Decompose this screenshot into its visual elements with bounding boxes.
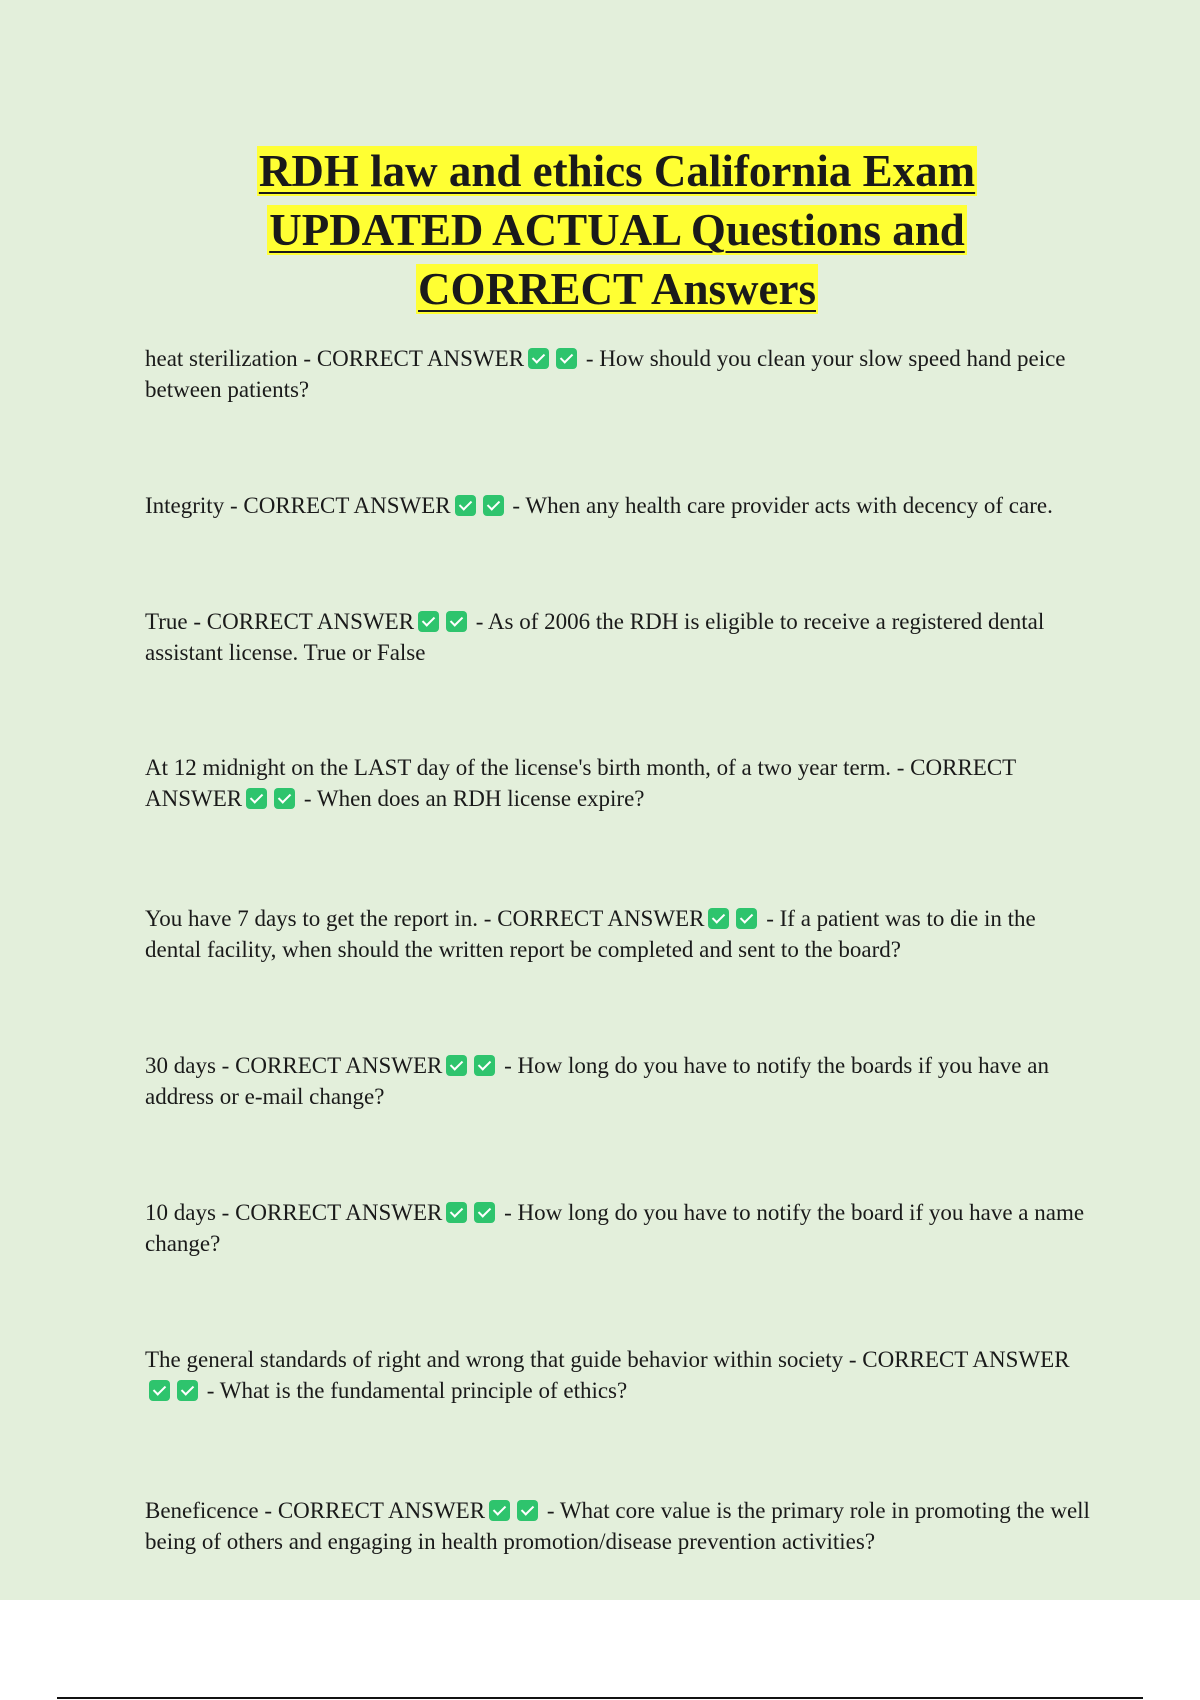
separator: - [215, 1200, 236, 1225]
question-text: When does an RDH license expire? [316, 786, 645, 811]
qa-item [145, 752, 1095, 814]
question-text: If a patient was to die in the dental facility, when should the written report be completed and sent to the board? [145, 906, 1036, 962]
green-checkbox-icon [489, 1500, 510, 1521]
question-text: When any health care provider acts with decency of care. [525, 493, 1053, 518]
question-text: How long do you have to notify the boards if you have an address or e-mail change? [145, 1053, 1049, 1109]
qa-item [145, 1495, 1095, 1557]
title-line-1: RDH law and ethics California Exam [258, 146, 976, 196]
title-line-2: UPDATED ACTUAL Questions and [269, 205, 965, 255]
green-checkbox-icon [418, 611, 439, 632]
green-checkbox-icon [446, 611, 467, 632]
green-checkbox-icon [517, 1500, 538, 1521]
question-text: How should you clean your slow speed hand peice between patients? [145, 346, 1066, 402]
green-checkbox-icon [149, 1380, 170, 1401]
answer-text: Integrity [145, 493, 225, 518]
correct-answer-label: CORRECT ANSWER [862, 1347, 1070, 1372]
qa-item [145, 1344, 1095, 1406]
separator: - [580, 346, 600, 371]
green-checkbox-icon [246, 788, 267, 809]
green-checkbox-icon [446, 1202, 467, 1223]
answer-text: 30 days [145, 1053, 216, 1078]
qa-item [145, 1197, 1095, 1259]
separator: - [498, 1200, 518, 1225]
correct-answer-label: CORRECT ANSWER [145, 755, 1016, 811]
answer-text: You have 7 days to get the report in. [145, 906, 479, 931]
question-text: As of 2006 the RDH is eligible to receive a registered dental assistant license. True or False [145, 609, 1045, 665]
green-checkbox-icon [708, 908, 729, 929]
qa-item [145, 606, 1095, 668]
title-line-3: CORRECT Answers [418, 264, 816, 314]
footer-divider [57, 1697, 1143, 1699]
separator: - [201, 1378, 220, 1403]
green-checkbox-icon [528, 348, 549, 369]
correct-answer-label: CORRECT ANSWER [235, 1200, 443, 1225]
answer-text: True [145, 609, 188, 634]
question-text: What core value is the primary role in promoting the well being of others and engaging in health promotion/disease prevention activities? [145, 1498, 1090, 1554]
separator: - [258, 1498, 278, 1523]
answer-text: 10 days [145, 1200, 216, 1225]
qa-item [145, 490, 1095, 521]
qa-item [145, 903, 1095, 965]
correct-answer-label: CORRECT ANSWER [497, 906, 705, 931]
correct-answer-label: CORRECT ANSWER [235, 1053, 443, 1078]
document-title [130, 142, 1104, 319]
qa-list [145, 343, 1095, 1557]
correct-answer-label: CORRECT ANSWER [277, 1498, 486, 1523]
separator: - [541, 1498, 560, 1523]
separator: - [760, 906, 780, 931]
separator: - [298, 786, 317, 811]
correct-answer-label: CORRECT ANSWER [206, 609, 415, 634]
separator: - [506, 493, 526, 518]
correct-answer-label: CORRECT ANSWER [243, 493, 451, 518]
question-text: What is the fundamental principle of ethics? [219, 1378, 628, 1403]
separator: - [890, 755, 911, 780]
separator: - [224, 493, 244, 518]
answer-text: heat sterilization [145, 346, 298, 371]
separator: - [470, 609, 488, 634]
separator: - [297, 346, 317, 371]
separator: - [215, 1053, 236, 1078]
separator: - [498, 1053, 518, 1078]
green-checkbox-icon [474, 1055, 495, 1076]
qa-item [145, 1050, 1095, 1112]
green-checkbox-icon [274, 788, 295, 809]
green-checkbox-icon [177, 1380, 198, 1401]
separator: - [478, 906, 498, 931]
answer-text: Beneficence [145, 1498, 259, 1523]
green-checkbox-icon [736, 908, 757, 929]
correct-answer-label: CORRECT ANSWER [316, 346, 525, 371]
separator: - [843, 1347, 863, 1372]
answer-text: The general standards of right and wrong that guide behavior within society [145, 1347, 844, 1372]
green-checkbox-icon [446, 1055, 467, 1076]
green-checkbox-icon [474, 1202, 495, 1223]
answer-text: At 12 midnight on the LAST day of the license's birth month, of a two year term. [145, 755, 891, 780]
separator: - [187, 609, 207, 634]
question-text: How long do you have to notify the board if you have a name change? [145, 1200, 1085, 1256]
qa-item [145, 343, 1095, 405]
green-checkbox-icon [483, 495, 504, 516]
green-checkbox-icon [556, 348, 577, 369]
green-checkbox-icon [455, 495, 476, 516]
